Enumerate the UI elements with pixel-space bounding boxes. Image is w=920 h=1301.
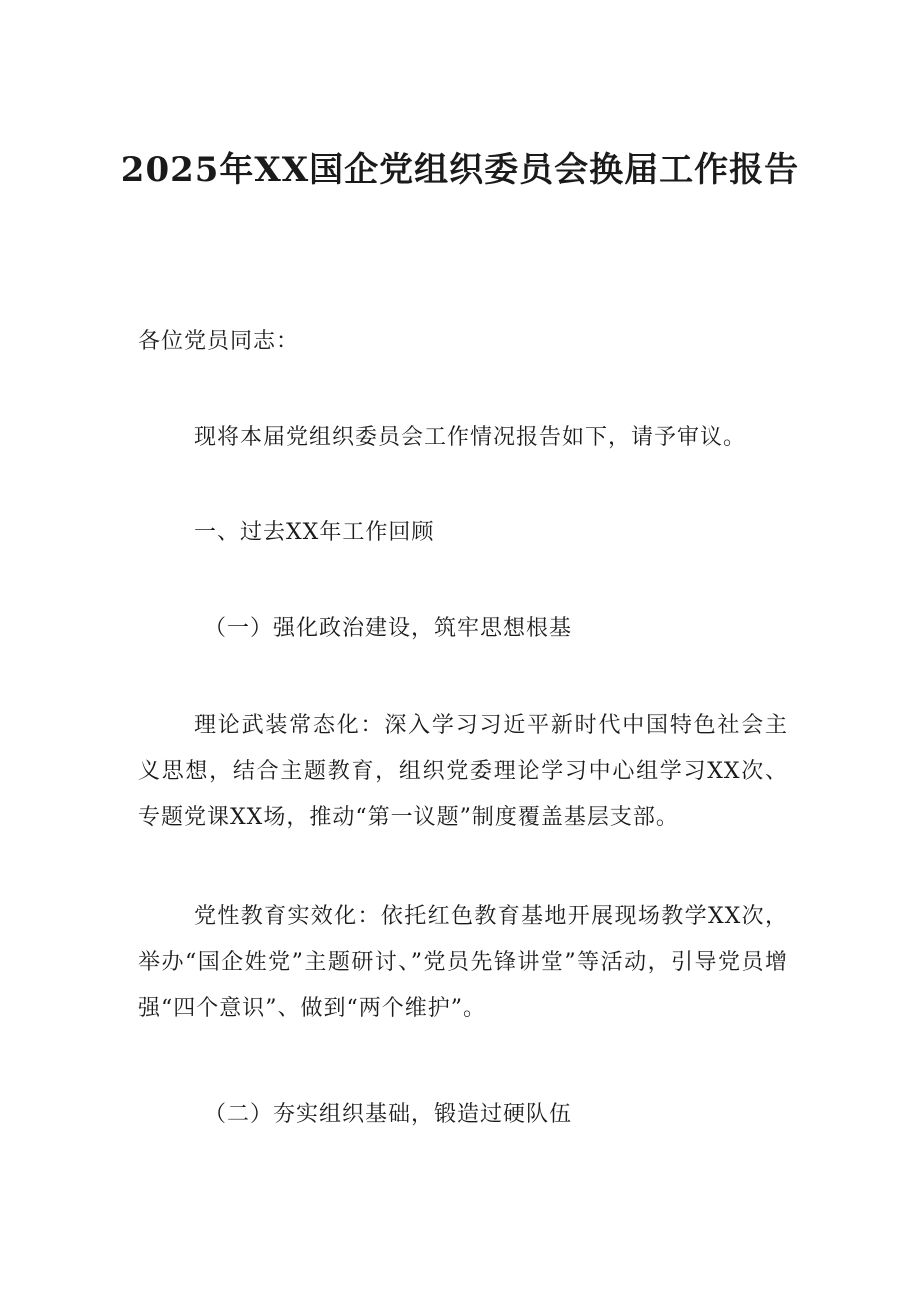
subsection-heading-2: （二）夯实组织基础，锻造过硬队伍 bbox=[204, 1102, 573, 1127]
paragraph-theory: 理论武装常态化：深入学习习近平新时代中国特色社会主义思想，结合主题教育，组织党委理论学习中心组学习XX次、专题党课XX场，推动“第一议题”制度覆盖基层支部。 bbox=[138, 713, 788, 830]
document-title: 2025年XX国企党组织委员会换届工作报告 bbox=[120, 150, 800, 190]
paragraph-party-education: 党性教育实效化：依托红色教育基地开展现场教学XX次，举办“国企姓党”主题研讨、”党员先锋讲堂”等活动，引导党员增强“四个意识”、做到“两个维护”。 bbox=[138, 904, 788, 1021]
salutation: 各位党员同志： bbox=[138, 329, 300, 354]
intro-text: 现将本届党组织委员会工作情况报告如下，请予审议。 bbox=[194, 425, 747, 450]
subsection-heading-1: （一）强化政治建设，筑牢思想根基 bbox=[204, 616, 573, 641]
section-heading-1: 一、过去XX年工作回顾 bbox=[194, 520, 435, 545]
